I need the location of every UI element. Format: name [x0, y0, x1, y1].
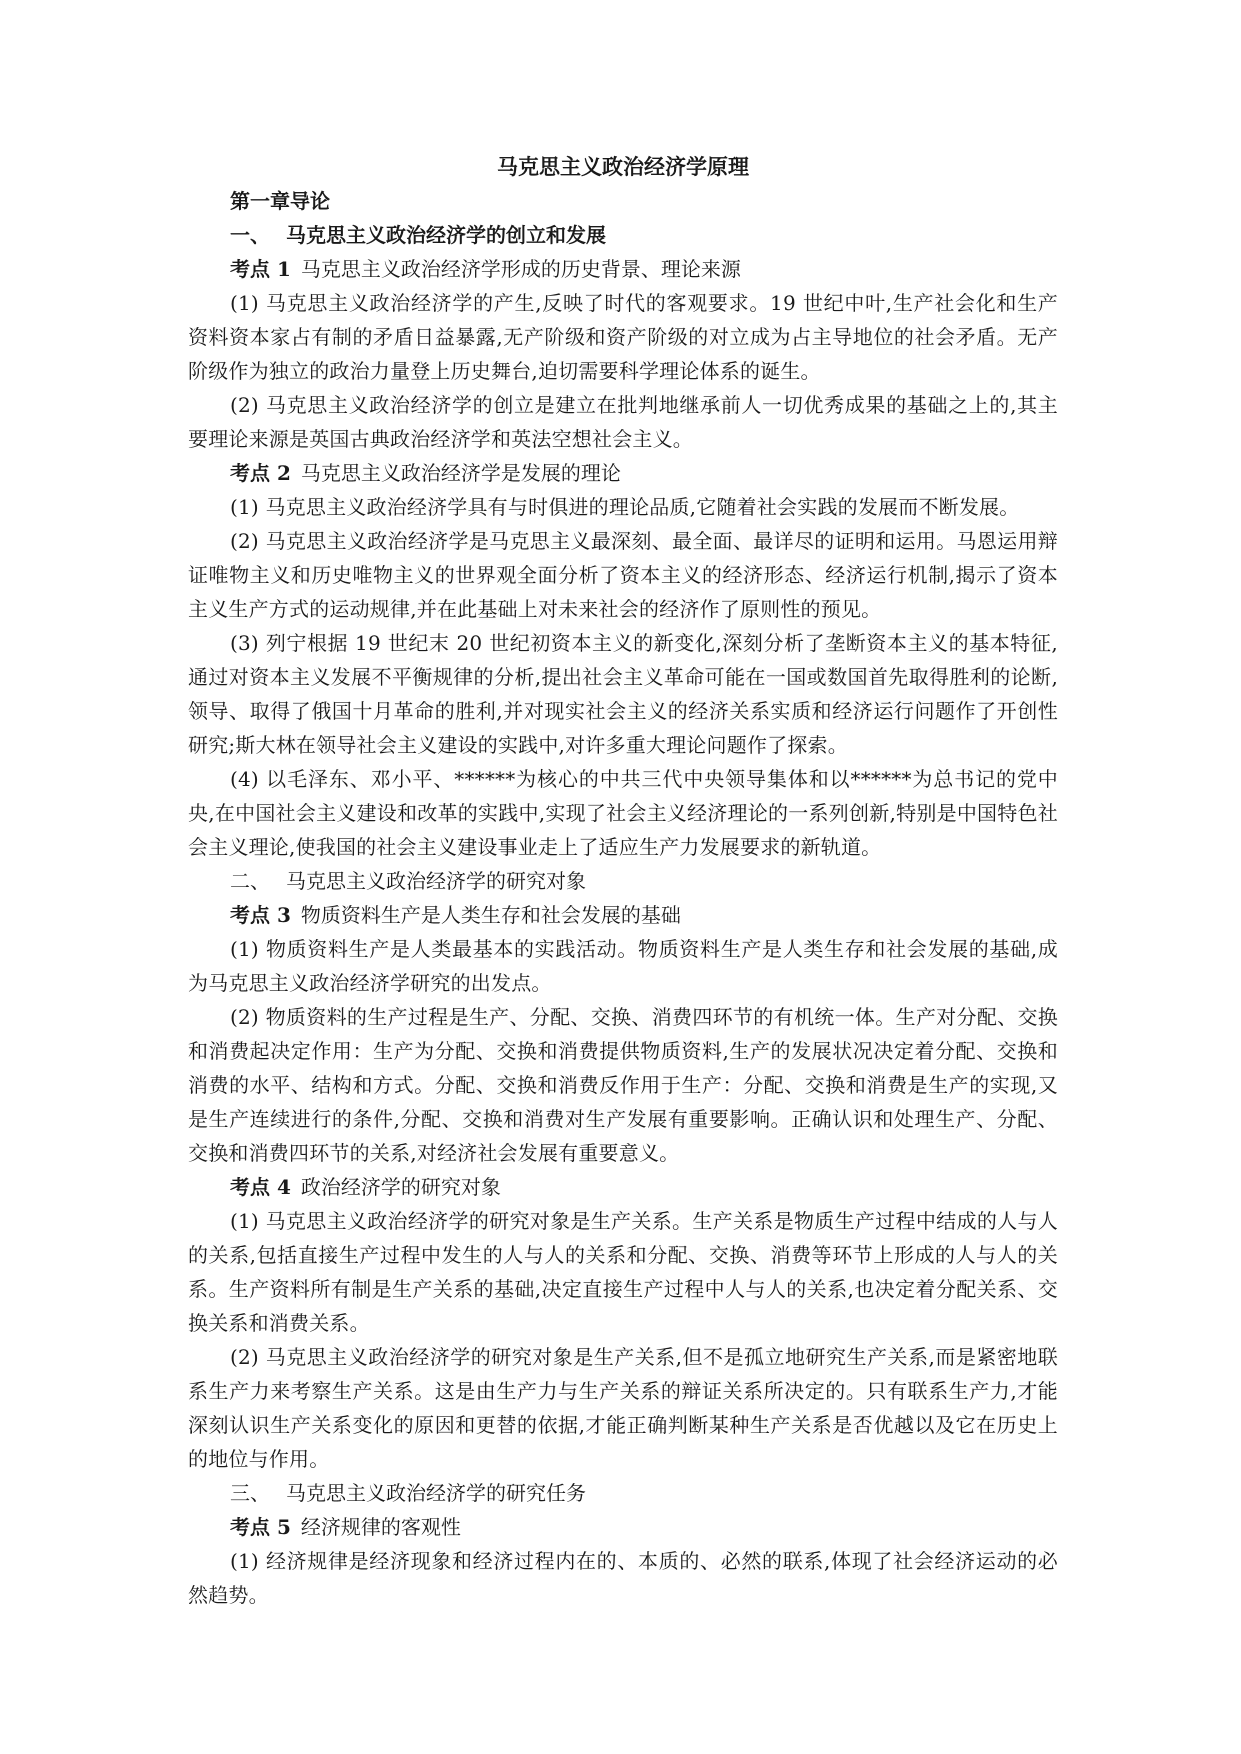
exam-point-title: 马克思主义政治经济学是发展的理论 — [300, 461, 621, 485]
exam-point-2 — [188, 456, 1058, 490]
exam-point-5 — [188, 1510, 1058, 1544]
exam-point-label: 考点 1 — [230, 257, 291, 281]
paragraph: (1) 马克思主义政治经济学的研究对象是生产关系。生产关系是物质生产过程中结成的人与人的关系,包括直接生产过程中发生的人与人的关系和分配、交换、消费等环节上形成的人与人的关系。生产资料所有制是生产关系的基础,决定直接生产过程中人与人的关系,也决定着分配关系、交换关系和消费关系。 — [188, 1209, 1058, 1335]
paragraph: (1) 马克思主义政治经济学的产生,反映了时代的客观要求。19 世纪中叶,生产社会化和生产资料资本家占有制的矛盾日益暴露,无产阶级和资产阶级的对立成为占主导地位的社会矛盾。无产阶级作为独立的政治力量登上历史舞台,迫切需要科学理论体系的诞生。 — [188, 291, 1058, 383]
section-title: 马克思主义政治经济学的研究对象 — [286, 869, 586, 893]
exam-point-label: 考点 2 — [230, 461, 291, 485]
exam-point-label: 考点 5 — [230, 1515, 291, 1539]
section-title: 马克思主义政治经济学的研究任务 — [286, 1481, 586, 1505]
paragraph: (4) 以毛泽东、邓小平、******为核心的中共三代中央领导集体和以******为总书记的党中央,在中国社会主义建设和改革的实践中,实现了社会主义经济理论的一系列创新,特别是中国特色社会主义理论,使我国的社会主义建设事业走上了适应生产力发展要求的新轨道。 — [188, 767, 1058, 859]
paragraph: (2) 马克思主义政治经济学的创立是建立在批判地继承前人一切优秀成果的基础之上的,其主要理论来源是英国古典政治经济学和英法空想社会主义。 — [188, 393, 1058, 451]
paragraph: (3) 列宁根据 19 世纪末 20 世纪初资本主义的新变化,深刻分析了垄断资本主义的基本特征,通过对资本主义发展不平衡规律的分析,提出社会主义革命可能在一国或数国首先取得胜利的论断,领导、取得了俄国十月革命的胜利,并对现实社会主义的经济关系实质和经济运行问题作了开创性研究;斯大林在领导社会主义建设的实践中,对许多重大理论问题作了探索。 — [188, 631, 1058, 757]
paragraph: (1) 马克思主义政治经济学具有与时俱进的理论品质,它随着社会实践的发展而不断发展。 — [230, 495, 1020, 519]
chapter-title: 第一章导论 — [230, 189, 330, 213]
exam-point-title: 马克思主义政治经济学形成的历史背景、理论来源 — [300, 257, 741, 281]
paragraph: (2) 物质资料的生产过程是生产、分配、交换、消费四环节的有机统一体。生产对分配、交换和消费起决定作用：生产为分配、交换和消费提供物质资料,生产的发展状况决定着分配、交换和消费的水平、结构和方式。分配、交换和消费反作用于生产：分配、交换和消费是生产的实现,又是生产连续进行的条件,分配、交换和消费对生产发展有重要影响。正确认识和处理生产、分配、交换和消费四环节的关系,对经济社会发展有重要意义。 — [188, 1005, 1058, 1165]
section-number: 二、 — [230, 869, 270, 893]
paragraph: (2) 马克思主义政治经济学的研究对象是生产关系,但不是孤立地研究生产关系,而是紧密地联系生产力来考察生产关系。这是由生产力与生产关系的辩证关系所决定的。只有联系生产力,才能深刻认识生产关系变化的原因和更替的依据,才能正确判断某种生产关系是否优越以及它在历史上的地位与作用。 — [188, 1345, 1058, 1471]
exam-point-label: 考点 4 — [230, 1175, 291, 1199]
section-title: 马克思主义政治经济学的创立和发展 — [286, 223, 606, 247]
exam-point-label: 考点 3 — [230, 903, 291, 927]
exam-point-3 — [188, 898, 1058, 932]
exam-point-1 — [188, 252, 1058, 286]
exam-point-title: 物质资料生产是人类生存和社会发展的基础 — [300, 903, 681, 927]
paragraph: (2) 马克思主义政治经济学是马克思主义最深刻、最全面、最详尽的证明和运用。马恩运用辩证唯物主义和历史唯物主义的世界观全面分析了资本主义的经济形态、经济运行机制,揭示了资本主义生产方式的运动规律,并在此基础上对未来社会的经济作了原则性的预见。 — [188, 529, 1058, 621]
chapter-heading — [188, 184, 1058, 218]
section-heading-3 — [188, 1476, 1058, 1510]
paragraph: (1) 经济规律是经济现象和经济过程内在的、本质的、必然的联系,体现了社会经济运动的必然趋势。 — [188, 1549, 1058, 1607]
document-page — [188, 150, 1058, 1612]
exam-point-title: 经济规律的客观性 — [300, 1515, 461, 1539]
section-heading-2 — [188, 864, 1058, 898]
paragraph: (1) 物质资料生产是人类最基本的实践活动。物质资料生产是人类生存和社会发展的基础,成为马克思主义政治经济学研究的出发点。 — [188, 937, 1058, 995]
exam-point-title: 政治经济学的研究对象 — [300, 1175, 501, 1199]
section-number: 三、 — [230, 1481, 270, 1505]
exam-point-4 — [188, 1170, 1058, 1204]
section-number: 一、 — [230, 223, 270, 247]
section-heading-1 — [188, 218, 1058, 252]
document-title: 马克思主义政治经济学原理 — [497, 154, 749, 179]
